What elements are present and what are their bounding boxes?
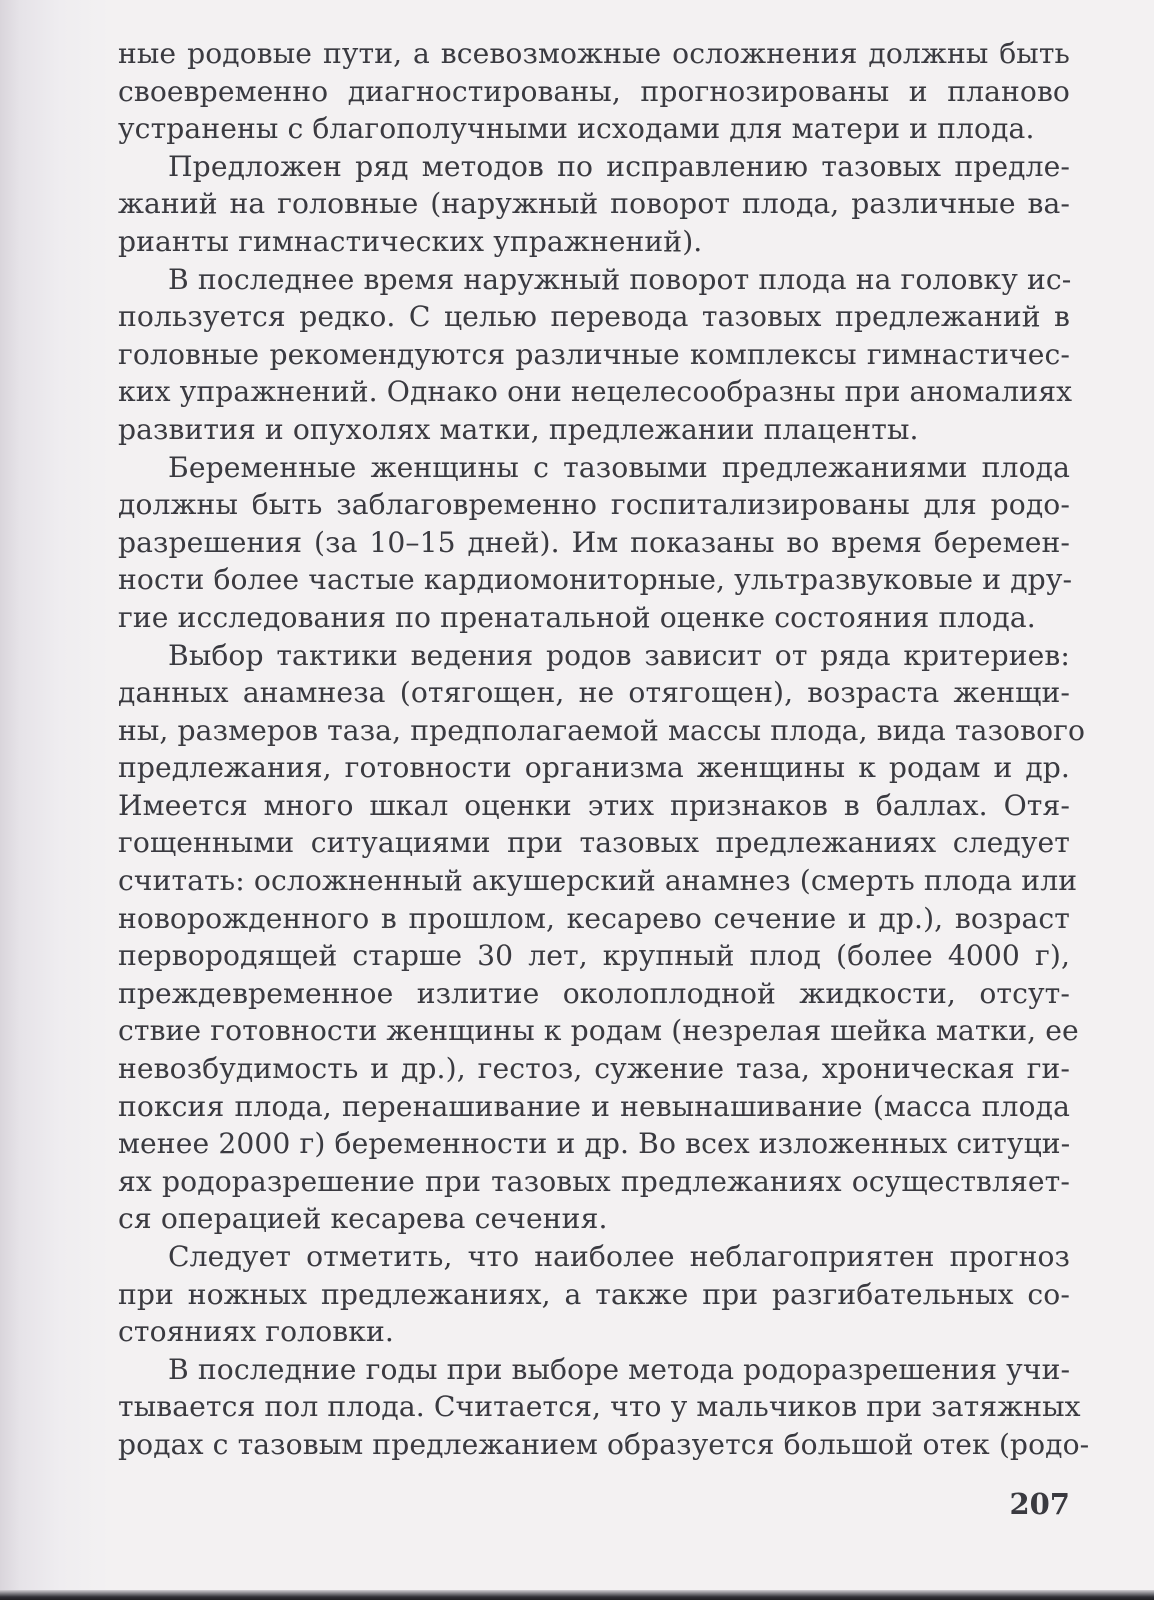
text-line: тывается пол плода. Считается, что у мальчиков при затяжных [118, 1390, 1081, 1424]
text-line: ствие готовности женщины к родам (незрелая шейка матки, ее [118, 1014, 1079, 1048]
text-line: Следует отметить, что наиболее неблагоприятен прогноз [168, 1240, 1070, 1273]
text-line: предлежания, готовности организма женщины к родам и др. [118, 751, 1070, 785]
text-line: ких упражнений. Однако они нецелесообразны при аномалиях [118, 375, 1073, 409]
text-line: преждевременное излитие околоплодной жидкости, отсут- [118, 976, 1070, 1010]
text-line: ях родоразрешение при тазовых предлежаниях осуществляет- [118, 1164, 1070, 1198]
text-line: Имеется много шкал оценки этих признаков в баллах. Отя- [118, 788, 1070, 822]
text-line: своевременно диагностированы, прогнозированы и планово [118, 74, 1070, 108]
text-line: ся операцией кесарева сечения. [118, 1202, 608, 1236]
text-line: Выбор тактики ведения родов зависит от ряда критериев: [168, 638, 1070, 672]
text-line: гие исследования по пренатальной оценке состояния плода. [118, 600, 1036, 634]
text-line: менее 2000 г) беременности и др. Во всех изложенных ситуци- [118, 1127, 1071, 1161]
paragraph [118, 1351, 1090, 1464]
text-line: Предложен ряд методов по исправлению тазовых предле- [168, 149, 1070, 183]
paragraph [118, 449, 1073, 637]
text-line: новорожденного в прошлом, кесарево сечение и др.), возраст [118, 901, 1070, 935]
paragraph [118, 261, 1073, 449]
text-line: стояниях головки. [118, 1315, 394, 1349]
paragraph [118, 1238, 1070, 1351]
text-line: разрешения (за 10–15 дней). Им показаны во время беремен- [118, 525, 1070, 559]
text-line: должны быть заблаговременно госпитализированы для родо- [118, 488, 1070, 522]
text-line: считать: осложненный акушерский анамнез (смерть плода или [118, 864, 1078, 898]
text-line: ности более частые кардиомониторные, ультразвуковые и дру- [118, 563, 1073, 597]
text-line: жаний на головные (наружный поворот плода, различные ва- [118, 187, 1070, 221]
text-line: В последние годы при выборе метода родоразрешения учи- [168, 1352, 1071, 1386]
text-line: В последнее время наружный поворот плода на головку ис- [168, 262, 1072, 296]
text-line: Беременные женщины с тазовыми предлежаниями плода [168, 450, 1070, 484]
text-line: данных анамнеза (отягощен, не отягощен), возраста женщи- [118, 676, 1070, 710]
paragraph [118, 148, 1070, 261]
page-number: 207 [1009, 1487, 1070, 1521]
text-line: ные родовые пути, а всевозможные осложнения должны быть [118, 37, 1070, 70]
text-line: рианты гимнастических упражнений). [118, 224, 703, 258]
text-line: первородящей старше 30 лет, крупный плод (более 4000 г), [118, 939, 1070, 973]
paragraph [118, 637, 1086, 1239]
text-line: поксия плода, перенашивание и невынашивание (масса плода [118, 1089, 1070, 1123]
body-text [118, 35, 1090, 1464]
text-line: развития и опухолях матки, предлежании плаценты. [118, 412, 919, 446]
paragraph [118, 35, 1070, 148]
page-bottom-edge [0, 1590, 1154, 1600]
text-line: ны, размеров таза, предполагаемой массы плода, вида тазового [118, 713, 1086, 747]
text-line: пользуется редко. С целью перевода тазовых предлежаний в [118, 300, 1070, 334]
text-line: гощенными ситуациями при тазовых предлежаниях следует [118, 826, 1070, 860]
text-line: невозбудимость и др.), гестоз, сужение таза, хроническая ги- [118, 1052, 1070, 1086]
text-line: головные рекомендуются различные комплексы гимнастичес- [118, 337, 1070, 371]
page-gutter-shadow [0, 0, 110, 1600]
text-line: при ножных предлежаниях, а также при разгибательных со- [118, 1277, 1070, 1311]
text-line: родах с тазовым предлежанием образуется большой отек (родо- [118, 1427, 1090, 1461]
text-line: устранены с благополучными исходами для матери и плода. [118, 112, 1035, 146]
